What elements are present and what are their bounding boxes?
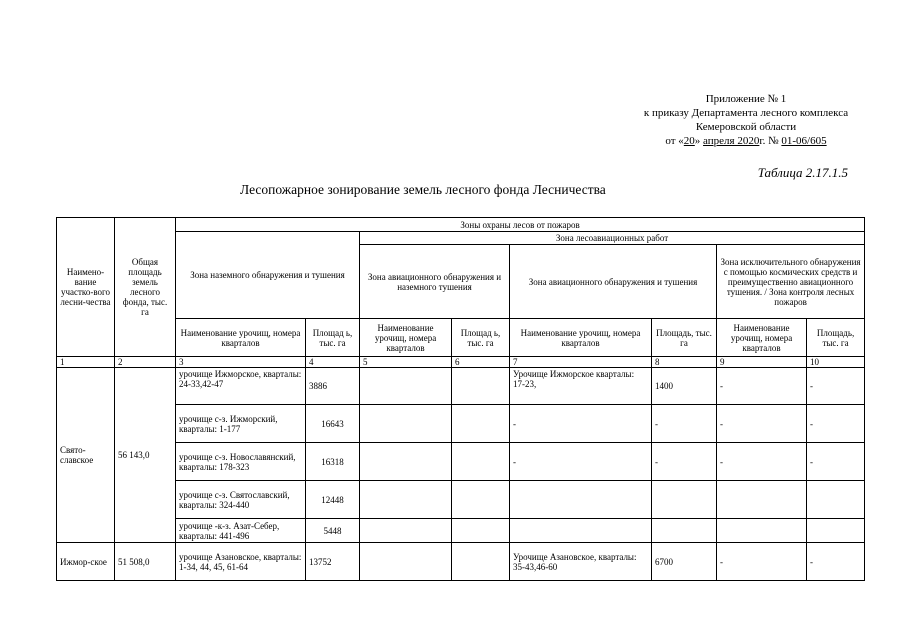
subheader-area-space: Площадь, тыс. га: [807, 319, 865, 357]
district-area: 51 508,0: [115, 543, 176, 581]
column-number: 10: [807, 357, 865, 368]
order-number: 01-06/605: [781, 135, 827, 147]
appendix-header: [612, 92, 880, 148]
table-row: [57, 368, 865, 405]
subheader-tract-ground: Наименование урочищ, номера кварталов: [176, 319, 306, 357]
subheader-tract-aviation-ground: Наименование урочищ, номера кварталов: [360, 319, 452, 357]
column-number: 1: [57, 357, 115, 368]
column-number: 3: [176, 357, 306, 368]
aviation-tract: -: [510, 405, 652, 443]
space-tract: -: [717, 543, 807, 581]
tract-name: урочище с-з. Новославянский, кварталы: 178-323: [176, 443, 306, 481]
order-date-line: [612, 134, 880, 148]
date-suffix: г. №: [759, 135, 782, 147]
header-aviation-zone: Зона авиационного обнаружения и тушения: [510, 245, 717, 319]
header-district: Наимено-вание участко-вого лесни-чества: [57, 218, 115, 357]
date-day: 20: [683, 135, 695, 147]
header-protection-zones: Зоны охраны лесов от пожаров: [176, 218, 865, 232]
table-row: [57, 481, 865, 519]
header-ground-zone: Зона наземного обнаружения и тушения: [176, 232, 360, 319]
column-number: 9: [717, 357, 807, 368]
aviation-tract: Урочище Ижморское кварталы: 17-23,: [510, 368, 652, 405]
aviation-tract: -: [510, 443, 652, 481]
date-prefix: от «: [665, 135, 684, 147]
aviation-tract: Урочище Азановское, кварталы: 35-43,46-60: [510, 543, 652, 581]
column-number: 7: [510, 357, 652, 368]
aviation-ground-area: [452, 443, 510, 481]
subheader-area-ground: Площад ь, тыс. га: [306, 319, 360, 357]
district-area: 56 143,0: [115, 368, 176, 543]
aviation-area: 6700: [652, 543, 717, 581]
date-month: апреля 2020: [703, 135, 760, 147]
aviation-area: -: [652, 443, 717, 481]
space-tract: [717, 481, 807, 519]
column-number: 8: [652, 357, 717, 368]
space-area: -: [807, 368, 865, 405]
district-name: Свято-славское: [57, 368, 115, 543]
district-name: Ижмор-ское: [57, 543, 115, 581]
aviation-area: [652, 481, 717, 519]
order-reference-line: к приказу Департамента лесного комплекса: [643, 107, 849, 119]
aviation-ground-area: [452, 543, 510, 581]
aviation-area: 1400: [652, 368, 717, 405]
table-number: Таблица 2.17.1.5: [757, 165, 848, 180]
tract-area: 5448: [306, 519, 360, 543]
tract-name: урочище -к-з. Азат-Себер, кварталы: 441-496: [176, 519, 306, 543]
column-number: 4: [306, 357, 360, 368]
header-total-area: Общая площадь земель лесного фонда, тыс. га: [115, 218, 176, 357]
fire-zoning-table: [56, 217, 865, 581]
space-area: [807, 481, 865, 519]
tract-name: урочище с-з. Святославский, кварталы: 324-440: [176, 481, 306, 519]
region-line: Кемеровской области: [695, 121, 797, 133]
aviation-area: -: [652, 405, 717, 443]
aviation-ground-tract: [360, 543, 452, 581]
tract-name: урочище Ижморское, кварталы: 24-33,42-47: [176, 368, 306, 405]
tract-area: 16318: [306, 443, 360, 481]
subheader-area-aviation-ground: Площад ь, тыс. га: [452, 319, 510, 357]
header-aviation-ground-zone: Зона авиационного обнаружения и наземного тушения: [360, 245, 510, 319]
aviation-ground-area: [452, 405, 510, 443]
column-number-row: [57, 357, 865, 368]
space-area: -: [807, 405, 865, 443]
appendix-line: Приложение № 1: [705, 93, 787, 105]
header-aviation-works: Зона лесоавиационных работ: [360, 232, 865, 245]
subheader-tract-aviation: Наименование урочищ, номера кварталов: [510, 319, 652, 357]
tract-area: 12448: [306, 481, 360, 519]
column-number: 6: [452, 357, 510, 368]
aviation-ground-area: [452, 368, 510, 405]
aviation-tract: [510, 519, 652, 543]
space-tract: -: [717, 368, 807, 405]
tract-name: урочище Азановское, кварталы: 1-34, 44, 45, 61-64: [176, 543, 306, 581]
space-tract: -: [717, 405, 807, 443]
table-row: [57, 543, 865, 581]
aviation-ground-tract: [360, 368, 452, 405]
header-space-zone: Зона исключительного обнаружения с помощью космических средств и преимущественно авиационного тушения. / Зона контроля лесных пожаров: [717, 245, 865, 319]
tract-area: 3886: [306, 368, 360, 405]
aviation-ground-area: [452, 481, 510, 519]
column-number: 2: [115, 357, 176, 368]
column-number: 5: [360, 357, 452, 368]
tract-area: 16643: [306, 405, 360, 443]
date-mid: »: [694, 135, 704, 147]
space-area: -: [807, 543, 865, 581]
aviation-ground-tract: [360, 519, 452, 543]
space-area: -: [807, 443, 865, 481]
tract-area: 13752: [306, 543, 360, 581]
table-row: [57, 443, 865, 481]
space-tract: [717, 519, 807, 543]
aviation-ground-area: [452, 519, 510, 543]
aviation-area: [652, 519, 717, 543]
aviation-ground-tract: [360, 405, 452, 443]
subheader-tract-space: Наименование урочищ, номера кварталов: [717, 319, 807, 357]
aviation-tract: [510, 481, 652, 519]
space-tract: -: [717, 443, 807, 481]
table-row: [57, 405, 865, 443]
tract-name: урочище с-з. Ижморский, кварталы: 1-177: [176, 405, 306, 443]
aviation-ground-tract: [360, 481, 452, 519]
subheader-area-aviation: Площадь, тыс. га: [652, 319, 717, 357]
space-area: [807, 519, 865, 543]
table-row: [57, 519, 865, 543]
document-title: Лесопожарное зонирование земель лесного фонда Лесничества: [240, 182, 606, 197]
aviation-ground-tract: [360, 443, 452, 481]
